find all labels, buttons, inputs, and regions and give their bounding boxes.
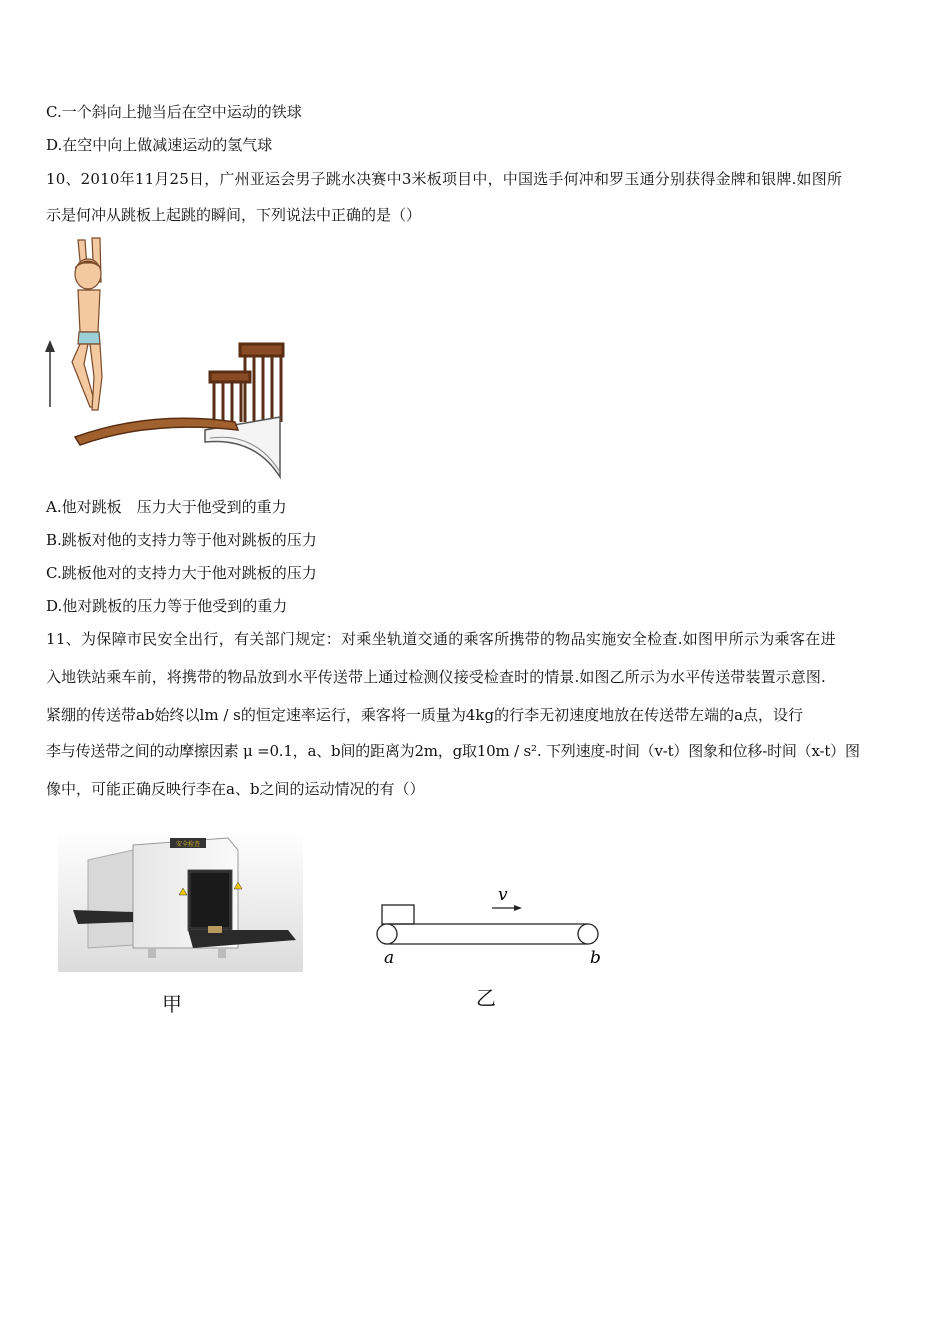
label-a: a <box>384 948 395 968</box>
railing-tower <box>210 344 283 422</box>
label-v: v <box>498 885 508 905</box>
q10-option-b: B.跳板对他的支持力等于他对跳板的压力 <box>46 531 317 549</box>
figure-yi-caption: 乙 <box>476 986 496 1010</box>
q11-line4: 李与传送带之间的动摩擦因素 μ =0.1，a、b间的距离为2m，g取10m / s². 下列速度-时间（v-t）图象和位移-时间（x-t）图 <box>46 742 860 760</box>
figure-jia-caption: 甲 <box>162 992 182 1016</box>
q10-stem-line2: 示是何冲从跳板上起跳的瞬间，下列说法中正确的是（） <box>46 206 422 224</box>
q10-option-c: C.跳板他对的支持力大于他对跳板的压力 <box>46 564 317 582</box>
q11-line3: 紧绷的传送带ab始终以lm / s的恒定速率运行，乘客将一质量为4kg的行李无初速度地放在传送带左端的a点，设行 <box>46 706 804 724</box>
luggage-block <box>382 905 414 924</box>
diver <box>72 238 102 410</box>
conveyor-diagram <box>370 880 610 970</box>
pulley-a <box>377 924 397 944</box>
q10-option-d: D.他对跳板的压力等于他受到的重力 <box>46 597 288 615</box>
q11-line1: 11、为保障市民安全出行，有关部门规定：对乘坐轨道交通的乘客所携带的物品实施安全检查.如图甲所示为乘客在进 <box>46 630 836 648</box>
q11-line2: 入地铁站乘车前，将携带的物品放到水平传送带上通过检测仪接受检查时的情景.如图乙所示为水平传送带装置示意图. <box>46 668 826 686</box>
q9-option-c: C.一个斜向上抛当后在空中运动的铁球 <box>46 103 302 121</box>
label-b: b <box>590 948 601 968</box>
up-arrow-icon <box>45 340 55 407</box>
q10-option-a: A.他对跳板 压力大于他受到的重力 <box>46 498 287 516</box>
q10-stem-line1: 10、2010年11月25日，广州亚运会男子跳水决赛中3米板项目中，中国选手何冲和罗玉通分别获得金牌和银牌.如图所 <box>46 170 843 188</box>
machine-sign: 安全检查 <box>175 841 201 848</box>
pulley-b <box>578 924 598 944</box>
q11-line5: 像中，可能正确反映行李在a、b之间的运动情况的有（） <box>46 780 425 798</box>
scanner-photo <box>58 830 303 972</box>
diver-figure <box>40 232 290 482</box>
q9-option-d: D.在空中向上做减速运动的氢气球 <box>46 136 273 154</box>
velocity-arrow-icon <box>492 905 522 911</box>
